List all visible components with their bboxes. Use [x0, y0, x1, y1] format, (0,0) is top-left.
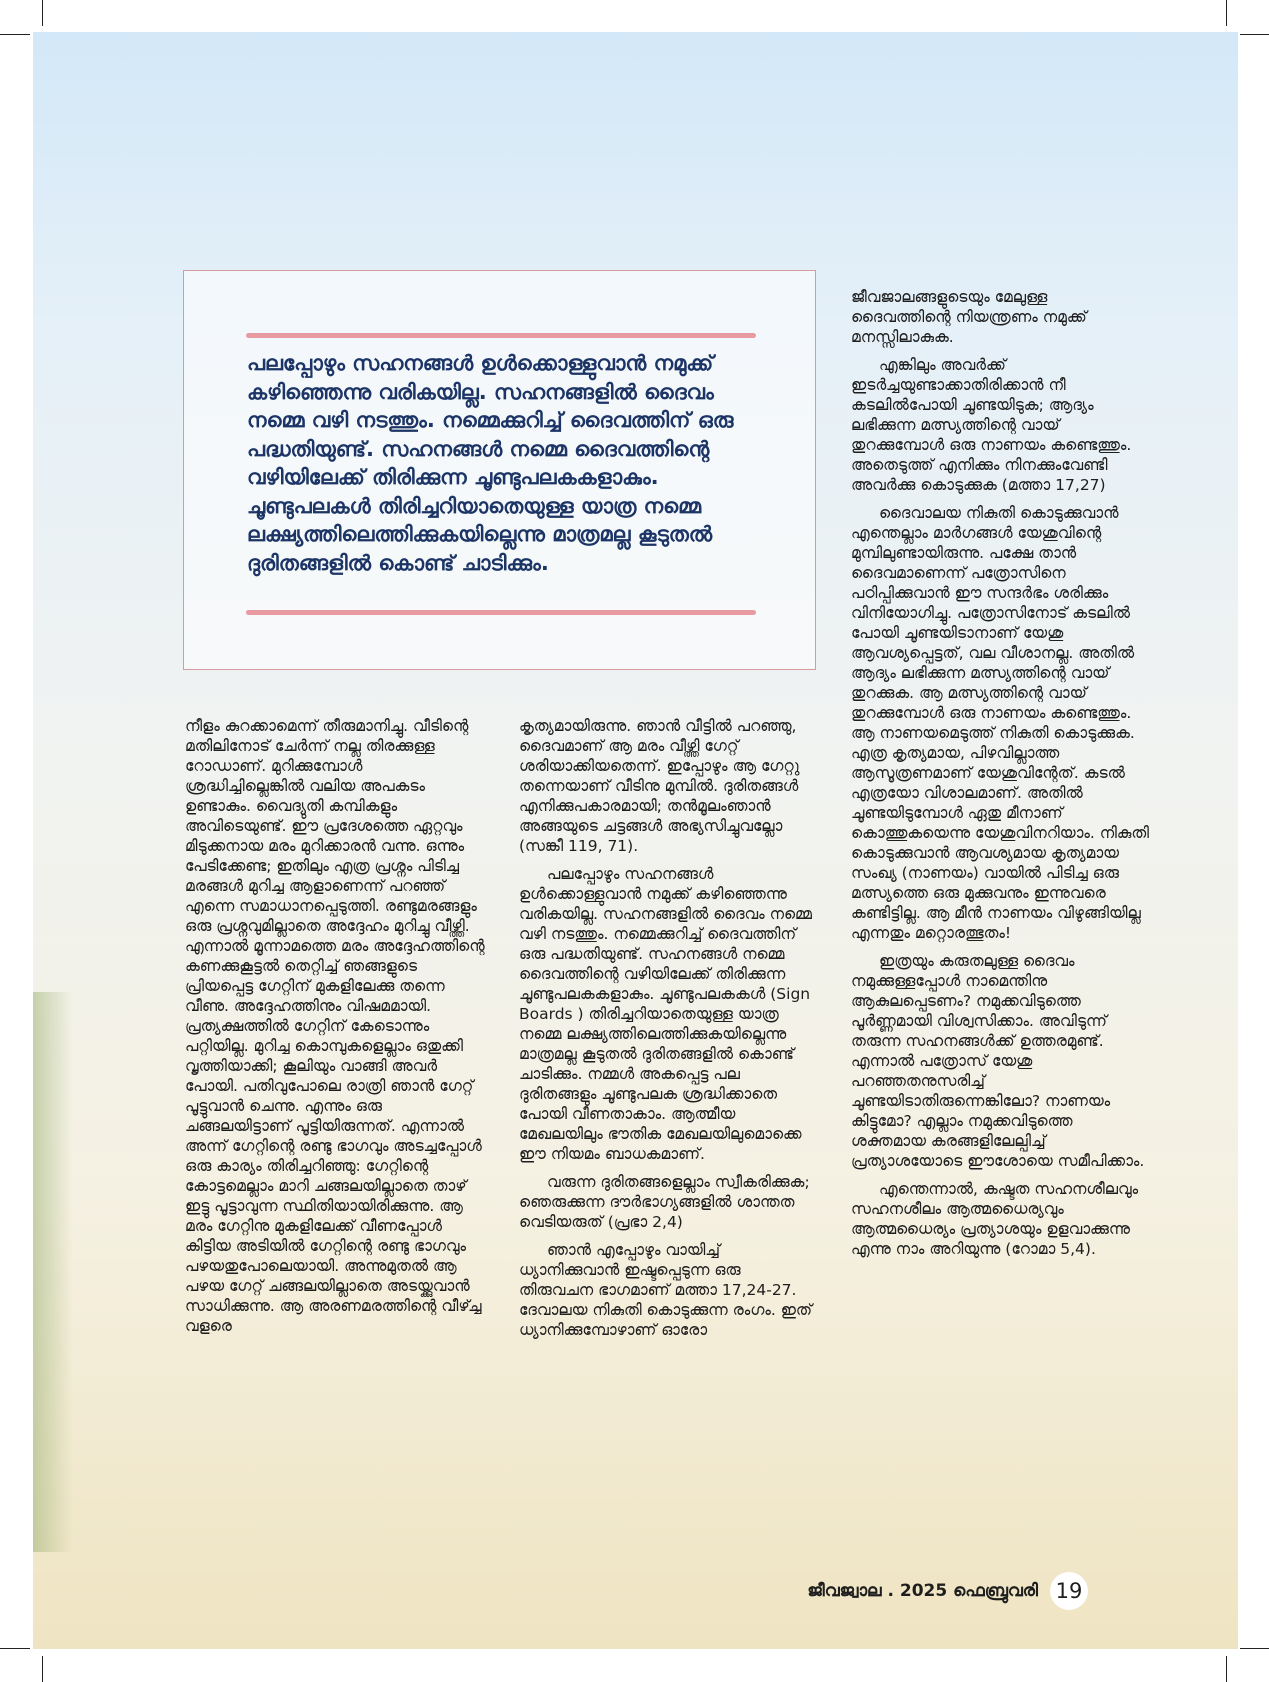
paragraph: കൃത്യമായിരുന്നു. ഞാൻ വീട്ടിൽ പറഞ്ഞു, ദൈവമാണ് ആ മരം വീഴ്ത്തി ഗേറ്റ് ശരിയാക്കിയതെന്ന്. ഇപ്പോഴും ആ ഗേറ്റു തന്നെയാണ് വീടിനു മുമ്പിൽ. ദുരിതങ്ങൾ എനിക്കുപകാരമായി; തൻമൂലംഞാൻ അങ്ങയുടെ ചട്ടങ്ങൾ അഭ്യസിച്ചുവല്ലോ (സങ്കീ 119, 71).: [519, 717, 800, 855]
article-column-2: [519, 716, 819, 1348]
footer-publication-date: ജീവജ്വാല . 2025 ഫെബ്രുവരി: [807, 1581, 1038, 1601]
crop-mark: [42, 1656, 43, 1682]
crop-mark: [0, 34, 30, 35]
paragraph: എന്തെന്നാൽ, കഷ്ടത സഹനശീലവും സഹനശീലം ആത്മധൈര്യവും ആത്മധൈര്യം പ്രത്യാശയും ഉളവാക്കുന്നു എന്നു നാം അറിയുന്നു (റോമാ 5,4).: [851, 1180, 1139, 1258]
crop-mark: [1240, 34, 1269, 35]
crop-mark: [0, 1648, 30, 1649]
paragraph: ഞാൻ എപ്പോഴും വായിച്ച് ധ്യാനിക്കുവാൻ ഇഷ്ടപ്പെടുന്ന ഒരു തിരുവചന ഭാഗമാണ് മത്താ 17,24-27. ദേവാലയ നികുതി കൊടുക്കുന്ന രംഗം. ഇത് ധ്യാനിക്കുമ്പോഴാണ് ഓരോ: [519, 1241, 813, 1339]
pull-quote-rule-top: [246, 333, 756, 338]
crop-mark: [1226, 0, 1227, 26]
magazine-page: [33, 32, 1238, 1649]
paragraph: നീളം കുറക്കാമെന്ന് തീരുമാനിച്ചു. വീടിന്റെ മതിലിനോട് ചേർന്ന് നല്ല തിരക്കുള്ള റോഡാണ്. മുറിക്കുമ്പോൾ ശ്രദ്ധിച്ചില്ലെങ്കിൽ വലിയ അപകടം ഉണ്ടാകും. വൈദ്യുതി കമ്പികളും അവിടെയുണ്ട്. ഈ പ്രദേശത്തെ ഏറ്റവും മിടുക്കനായ മരം മുറിക്കാരൻ വന്നു. ഒന്നും പേടിക്കേണ്ട; ഇതിലും എത്ര പ്രശ്നം പിടിച്ച മരങ്ങൾ മുറിച്ച ആളാണെന്ന് പറഞ്ഞ് എന്നെ സമാധാനപ്പെടുത്തി. രണ്ടുമരങ്ങളും ഒരു പ്രശ്നവുമില്ലാതെ അദ്ദേഹം മുറിച്ചു വീഴ്ത്തി. എന്നാൽ മൂന്നാമത്തെ മരം അദ്ദേഹത്തിന്റെ കണക്കുകൂട്ടൽ തെറ്റിച്ച് ഞങ്ങളുടെ പ്രിയപ്പെട്ട ഗേറ്റിന് മുകളിലേക്കു തന്നെ വീണു. അദ്ദേഹത്തിനും വിഷമമായി. പ്രത്യക്ഷത്തിൽ ഗേറ്റിന് കേടൊന്നും പറ്റിയില്ല. മുറിച്ച കൊമ്പുകളെല്ലാം ഒതുക്കി വൃത്തിയാക്കി; കൂലിയും വാങ്ങി അവർ പോയി. പതിവുപോലെ രാത്രി ഞാൻ ഗേറ്റ് പൂട്ടുവാൻ ചെന്നു. എന്നും ഒരു ചങ്ങലയിട്ടാണ് പൂട്ടിയിരുന്നത്. എന്നാൽ അന്ന് ഗേറ്റിന്റെ രണ്ടു ഭാഗവും അടച്ചപ്പോൾ ഒരു കാര്യം തിരിച്ചറിഞ്ഞു: ഗേറ്റിന്റെ കോട്ടമെല്ലാം മാറി ചങ്ങലയില്ലാതെ താഴ് ഇട്ടു പൂട്ടാവുന്ന സ്ഥിതിയായിരിക്കുന്നു. ആ മരം ഗേറ്റിനു മുകളിലേക്ക് വീണപ്പോൾ കിട്ടിയ അടിയിൽ ഗേറ്റിന്റെ രണ്ടു ഭാഗവും പഴയതുപോലെയായി. അന്നുമുതൽ ആ പഴയ ഗേറ്റ് ചങ്ങലയില്ലാതെ അടയ്ക്കുവാൻ സാധിക്കുന്നു. ആ അരണമരത്തിന്റെ വീഴ്ച്ച വളരെ: [185, 717, 485, 1335]
paragraph: പലപ്പോഴും സഹനങ്ങൾ ഉൾക്കൊള്ളുവാൻ നമുക്ക് കഴിഞ്ഞെന്നു വരികയില്ല. സഹനങ്ങളിൽ ദൈവം നമ്മെ വഴി നടത്തും. നമ്മെക്കുറിച്ച് ദൈവത്തിന് ഒരു പദ്ധതിയുണ്ട്. സഹനങ്ങൾ നമ്മെ ദൈവത്തിന്റെ വഴിയിലേക്ക് തിരിക്കുന്ന ചൂണ്ടുപലകകളാകും. ചൂണ്ടുപലകകൾ (Sign Boards ) തിരിച്ചറിയാതെയുള്ള യാത്ര നമ്മെ ലക്ഷ്യത്തിലെത്തിക്കുകയില്ലെന്നു മാത്രമല്ല കൂടുതൽ ദുരിതങ്ങളിൽ കൊണ്ട് ചാടിക്കും. നമ്മൾ അകപ്പെട്ട പല ദുരിതങ്ങളും ചൂണ്ടുപലക ശ്രദ്ധിക്കാതെ പോയി വീണതാകാം. ആത്മീയ മേഖലയിലും ഭൗതിക മേഖലയിലുമൊക്കെ ഈ നിയമം ബാധകമാണ്.: [519, 865, 812, 1163]
crop-mark: [42, 0, 43, 26]
article-column-1: [185, 716, 485, 1344]
paragraph: എങ്കിലും അവർക്ക് ഇടർച്ചയുണ്ടാക്കാതിരിക്കാൻ നീ കടലിൽപോയി ചൂണ്ടയിടുക; ആദ്യം ലഭിക്കുന്ന മത്സ്യത്തിന്റെ വായ് തുറക്കുമ്പോൾ ഒരു നാണയം കണ്ടെത്തും. അതെടുത്ത് എനിക്കും നിനക്കുംവേണ്ടി അവർക്കു കൊടുക്കുക (മത്താ 17,27): [851, 356, 1132, 494]
paragraph: ജീവജാലങ്ങളുടെയും മേലുള്ള ദൈവത്തിന്റെ നിയന്ത്രണം നമുക്ക് മനസ്സിലാകുക.: [851, 288, 1087, 346]
crop-mark: [1240, 1648, 1269, 1649]
background-foliage: [33, 992, 73, 1552]
paragraph: ഇത്രയും കരുതലുള്ള ദൈവം നമുക്കുള്ളപ്പോൾ നാമെന്തിനു ആകുലപ്പെടണം? നമുക്കവിടുത്തെ പൂർണ്ണമായി വിശ്വസിക്കാം. അവിടുന്ന് തരുന്ന സഹനങ്ങൾക്ക് ഉത്തരമുണ്ട്. എന്നാൽ പത്രോസ് യേശു പറഞ്ഞതനുസരിച്ച് ചൂണ്ടയിടാതിരുന്നെങ്കിലോ? നാണയം കിട്ടുമോ? എല്ലാം നമുക്കവിടുത്തെ ശക്തമായ കരങ്ങളിലേല്പിച്ച് പ്രത്യാശയോടെ ഈശോയെ സമീപിക്കാം.: [851, 952, 1145, 1170]
paragraph: വരുന്ന ദുരിതങ്ങളെല്ലാം സ്വീകരിക്കുക; ഞെരുക്കുന്ന ദൗർഭാഗ്യങ്ങളിൽ ശാന്തത വെടിയരുത് (പ്രഭാ 2,4): [519, 1173, 810, 1231]
pull-quote-box: [183, 270, 816, 670]
page-footer: [807, 1572, 1088, 1610]
article-column-3: [851, 287, 1151, 1267]
page-number: 19: [1050, 1572, 1088, 1610]
pull-quote-rule-bottom: [246, 610, 756, 615]
crop-mark: [1226, 1656, 1227, 1682]
pull-quote-text: പലപ്പോഴും സഹനങ്ങൾ ഉൾക്കൊള്ളുവാൻ നമുക്ക് കഴിഞ്ഞെന്നു വരികയില്ല. സഹനങ്ങളിൽ ദൈവം നമ്മെ വഴി നടത്തും. നമ്മെക്കുറിച്ച് ദൈവത്തിന് ഒരു പദ്ധതിയുണ്ട്. സഹനങ്ങൾ നമ്മെ ദൈവത്തിന്റെ വഴിയിലേക്ക് തിരിക്കുന്ന ചൂണ്ടുപലകകളാകും. ചൂണ്ടുപലകൾ തിരിച്ചറിയാതെയുള്ള യാത്ര നമ്മെ ലക്ഷ്യത്തിലെത്തിക്കുകയില്ലെന്നു മാത്രമല്ല കൂടുതൽ ദുരിതങ്ങളിൽ കൊണ്ട് ചാടിക്കും.: [247, 351, 734, 575]
paragraph: ദൈവാലയ നികുതി കൊടുക്കുവാൻ എന്തെല്ലാം മാർഗങ്ങൾ യേശുവിന്റെ മുമ്പിലുണ്ടായിരുന്നു. പക്ഷേ താൻ ദൈവമാണെന്ന് പത്രോസിനെ പഠിപ്പിക്കുവാൻ ഈ സന്ദർഭം ശരിക്കും വിനിയോഗിച്ചു. പത്രോസിനോട് കടലിൽ പോയി ചൂണ്ടയിടാനാണ് യേശു ആവശ്യപ്പെട്ടത്, വല വീശാനല്ല. അതിൽ ആദ്യം ലഭിക്കുന്ന മത്സ്യത്തിന്റെ വായ് തുറക്കുക. ആ മത്സ്യത്തിന്റെ വായ് തുറക്കുമ്പോൾ ഒരു നാണയം കണ്ടെത്തും. ആ നാണയമെടുത്ത് നികുതി കൊടുക്കുക. എത്ര കൃത്യമായ, പിഴവില്ലാത്ത ആസൂത്രണമാണ് യേശുവിന്റേത്. കടൽ എത്രയോ വിശാലമാണ്. അതിൽ ചൂണ്ടയിടുമ്പോൾ ഏതു മീനാണ് കൊത്തുകയെന്നു യേശുവിനറിയാം. നികുതി കൊടുക്കുവാൻ ആവശ്യമായ കൃത്യമായ സംഖ്യ (നാണയം) വായിൽ പിടിച്ച ഒരു മത്സ്യത്തെ ഒരു മുക്കുവനും ഇന്നുവരെ കണ്ടിട്ടില്ല. ആ മീൻ നാണയം വിഴുങ്ങിയില്ല എന്നതും മറ്റൊരത്ഭുതം!: [851, 504, 1149, 942]
